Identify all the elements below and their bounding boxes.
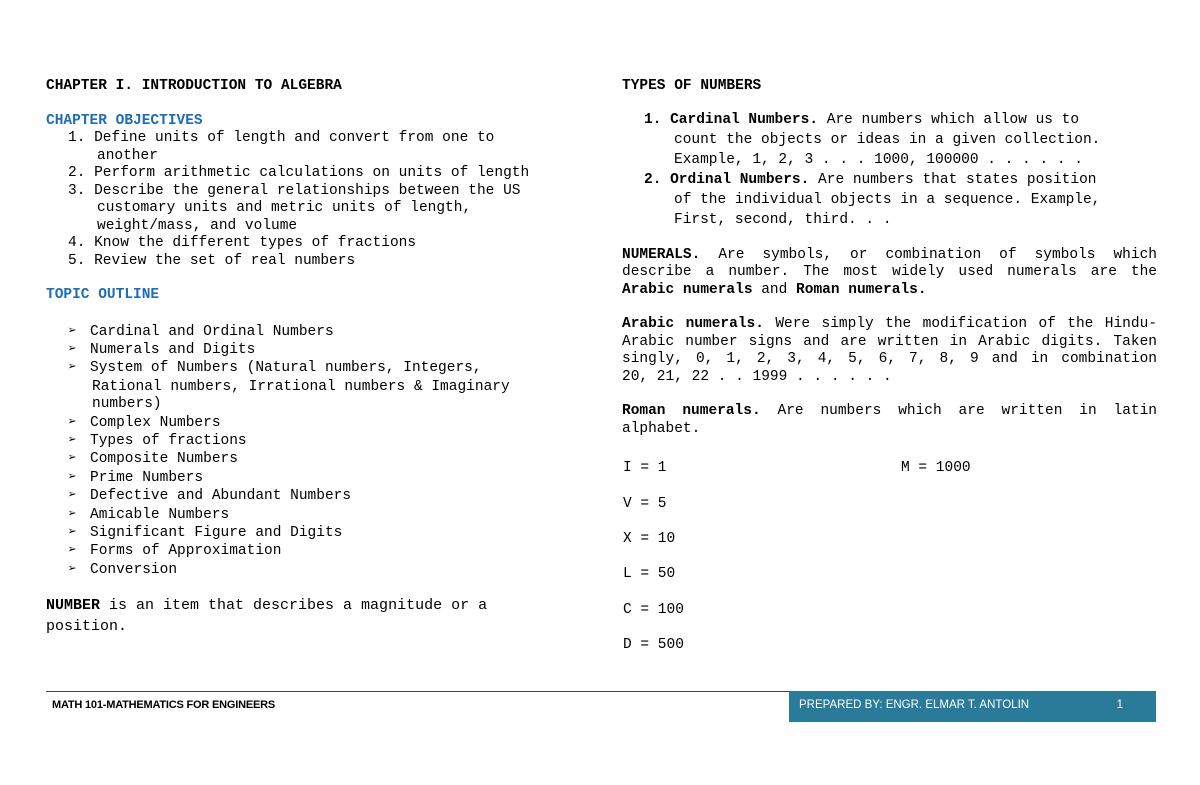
arrow-bullet-icon: ➢ <box>68 432 77 449</box>
number-definition: NUMBER is an item that describes a magnitude or a position. <box>46 597 488 636</box>
roman-value: I = 1 <box>623 460 667 476</box>
footer-banner <box>789 691 1156 722</box>
ordinal-term: Ordinal Numbers. <box>670 171 810 188</box>
objective-item: 5. Review the set of real numbers <box>68 252 356 269</box>
cardinal-term: Cardinal Numbers. <box>670 111 819 128</box>
outline-heading: TOPIC OUTLINE <box>46 287 160 303</box>
page-number: 1 <box>1116 699 1123 711</box>
arabic-paragraph: Arabic numerals. Were simply the modification of the Hindu- Arabic number signs and are written in Arabic digits. Taken singly, 0, 1, 2, 3, 4, 5, 6, 7, 8, 9 and in combination 20, 21, 22 . . 1999 . . . . . . <box>622 316 1157 385</box>
footer-prepared-by: PREPARED BY: ENGR. ELMAR T. ANTOLIN <box>799 699 1030 711</box>
arrow-bullet-icon: ➢ <box>68 323 77 340</box>
objectives-heading: CHAPTER OBJECTIVES <box>46 112 203 129</box>
objective-item: 2. Perform arithmetic calculations on units of length <box>68 165 530 181</box>
arrow-bullet-icon: ➢ <box>68 360 77 377</box>
outline-item: ➢ Cardinal and Ordinal Numbers <box>68 323 334 340</box>
arrow-bullet-icon: ➢ <box>68 524 77 541</box>
outline-item-cont: numbers) <box>92 396 162 413</box>
roman-value: X = 10 <box>623 531 676 547</box>
arrow-bullet-icon: ➢ <box>68 469 77 486</box>
roman-value: V = 5 <box>623 496 667 512</box>
right-column <box>622 78 1157 438</box>
outline-item-cont: Rational numbers, Irrational numbers & Imaginary <box>92 378 510 395</box>
arrow-bullet-icon: ➢ <box>68 414 77 431</box>
objective-item-cont: another <box>97 147 158 164</box>
outline-item: ➢ Defective and Abundant Numbers <box>68 488 352 505</box>
outline-item: ➢ Types of fractions <box>68 432 247 449</box>
topic-outline-list <box>46 324 566 581</box>
roman-value: D = 500 <box>623 637 684 653</box>
arrow-bullet-icon: ➢ <box>68 543 77 560</box>
objective-item-cont: weight/mass, and volume <box>97 217 298 234</box>
outline-item: ➢ Amicable Numbers <box>68 506 230 523</box>
number-term: NUMBER <box>46 597 101 615</box>
chapter-title: CHAPTER I. INTRODUCTION TO ALGEBRA <box>46 78 342 94</box>
outline-item: ➢ Numerals and Digits <box>68 341 256 358</box>
objective-item-cont: customary units and metric units of length, <box>97 200 472 216</box>
arrow-bullet-icon: ➢ <box>68 506 77 523</box>
numerals-paragraph: NUMERALS. Are symbols, or combination of symbols which describe a number. The most widely used numerals are the Arabic numerals and Roman numerals. <box>622 246 1157 298</box>
footer-course: MATH 101-MATHEMATICS FOR ENGINEERS <box>52 699 275 711</box>
outline-item: ➢ Composite Numbers <box>68 451 238 468</box>
outline-item: ➢ Significant Figure and Digits <box>68 524 343 541</box>
roman-value: C = 100 <box>623 602 684 618</box>
objectives-list <box>46 130 566 270</box>
cardinal-item: 1. Cardinal Numbers. Are numbers which allow us to <box>644 111 1080 128</box>
arrow-bullet-icon: ➢ <box>68 488 77 505</box>
ordinal-item: 2. Ordinal Numbers. Are numbers that states position <box>644 171 1097 188</box>
arrow-bullet-icon: ➢ <box>68 561 77 578</box>
types-list: 1. Cardinal Numbers. Are numbers which allow us to count the objects or ideas in a given collection. Example, 1, 2, 3 . . . 1000, 100000 . . . . . . 2. Ordinal Numbers. Are numbers that states position of the individual objects in a sequence. Example, First, second, third. . . <box>622 110 1157 230</box>
arrow-bullet-icon: ➢ <box>68 341 77 358</box>
outline-item: ➢ Conversion <box>68 561 178 578</box>
arrow-bullet-icon: ➢ <box>68 451 77 468</box>
outline-item: ➢ Forms of Approximation <box>68 543 282 560</box>
objective-item: 3. Describe the general relationships between the US <box>68 182 521 199</box>
objective-item: 4. Know the different types of fractions <box>68 235 417 251</box>
left-column <box>46 78 566 637</box>
objective-item: 1. Define units of length and convert from one to <box>68 130 495 146</box>
types-heading: TYPES OF NUMBERS <box>622 78 762 94</box>
outline-item: ➢ System of Numbers (Natural numbers, Integers, <box>68 360 482 377</box>
roman-paragraph: Roman numerals. Are numbers which are written in latin alphabet. <box>622 403 1157 437</box>
outline-item: ➢ Complex Numbers <box>68 414 221 431</box>
roman-value: L = 50 <box>623 566 676 582</box>
outline-item: ➢ Prime Numbers <box>68 469 204 486</box>
roman-value: M = 1000 <box>901 460 971 476</box>
